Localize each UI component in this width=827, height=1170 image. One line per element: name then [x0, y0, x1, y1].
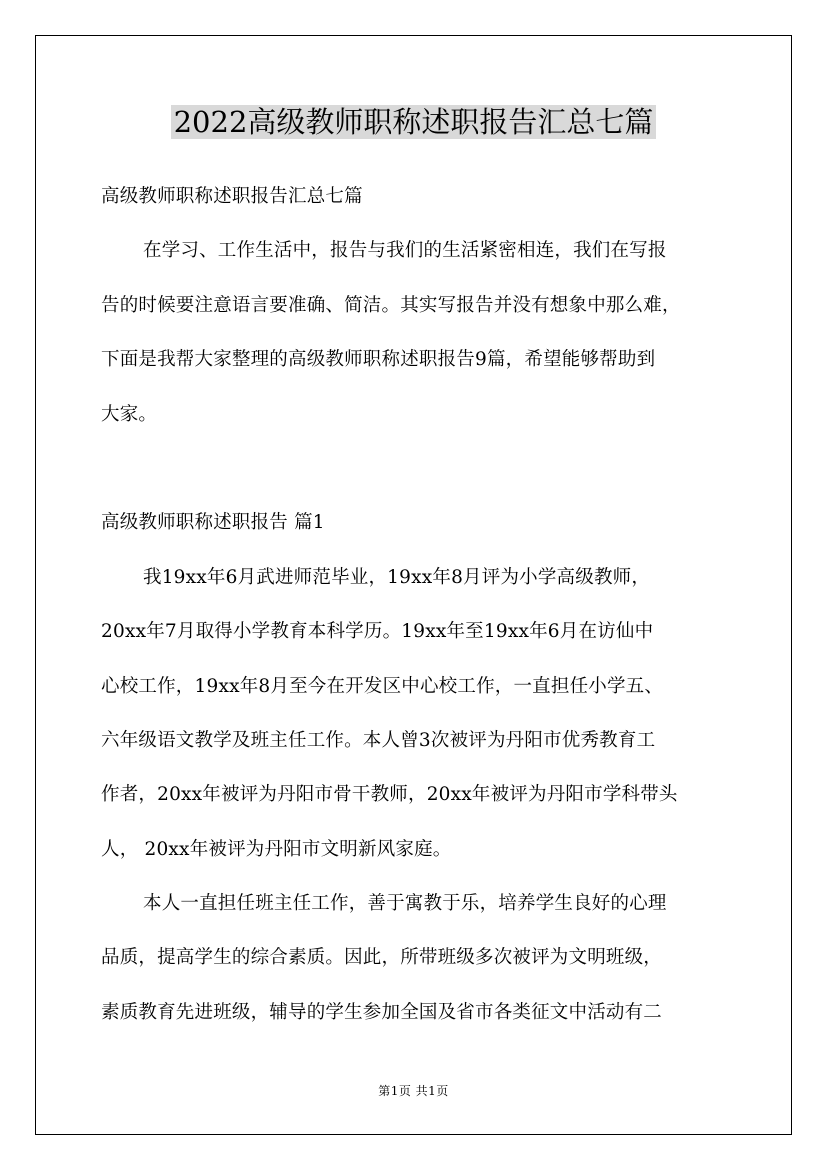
section-heading: 高级教师职称述职报告 篇1: [101, 512, 325, 534]
paragraph-line: 我19xx年6月武进师范毕业，19xx年8月评为小学高级教师，: [143, 566, 651, 588]
document-body: [101, 170, 731, 1040]
paragraph-line: 心校工作，19xx年8月至今在开发区中心校工作，一直担任小学五、: [101, 675, 664, 697]
paragraph-line: 人， 20xx年被评为丹阳市文明新风家庭。: [101, 838, 452, 860]
document-title-text: 2022高级教师职称述职报告汇总七篇: [171, 105, 657, 139]
paragraph-line: 20xx年7月取得小学教育本科学历。19xx年至19xx年6月在访仙中: [101, 621, 654, 643]
page-footer: 第1页 共1页: [378, 1084, 449, 1098]
paragraph-line: 作者，20xx年被评为丹阳市骨干教师，20xx年被评为丹阳市学科带头: [101, 784, 678, 806]
paragraph-line: 本人一直担任班主任工作，善于寓教于乐，培养学生良好的心理: [143, 893, 667, 915]
document-title: [0, 100, 827, 144]
intro-line: 告的时候要注意语言要准确、简洁。其实写报告并没有想象中那么难，: [101, 294, 681, 316]
paragraph-line: 六年级语文教学及班主任工作。本人曾3次被评为丹阳市优秀教育工: [101, 729, 656, 751]
intro-line: 大家。: [101, 403, 158, 425]
paragraph-line: 品质，提高学生的综合素质。因此，所带班级多次被评为文明班级，: [101, 947, 663, 969]
paragraph-spacer: [101, 442, 731, 496]
intro-line: 在学习、工作生活中，报告与我们的生活紧密相连，我们在写报: [143, 240, 667, 262]
intro-line: 下面是我帮大家整理的高级教师职称述职报告9篇，希望能够帮助到: [101, 349, 656, 371]
document-subtitle: 高级教师职称述职报告汇总七篇: [101, 186, 363, 207]
paragraph-line: 素质教育先进班级，辅导的学生参加全国及省市各类征文中活动有二: [101, 1001, 663, 1023]
